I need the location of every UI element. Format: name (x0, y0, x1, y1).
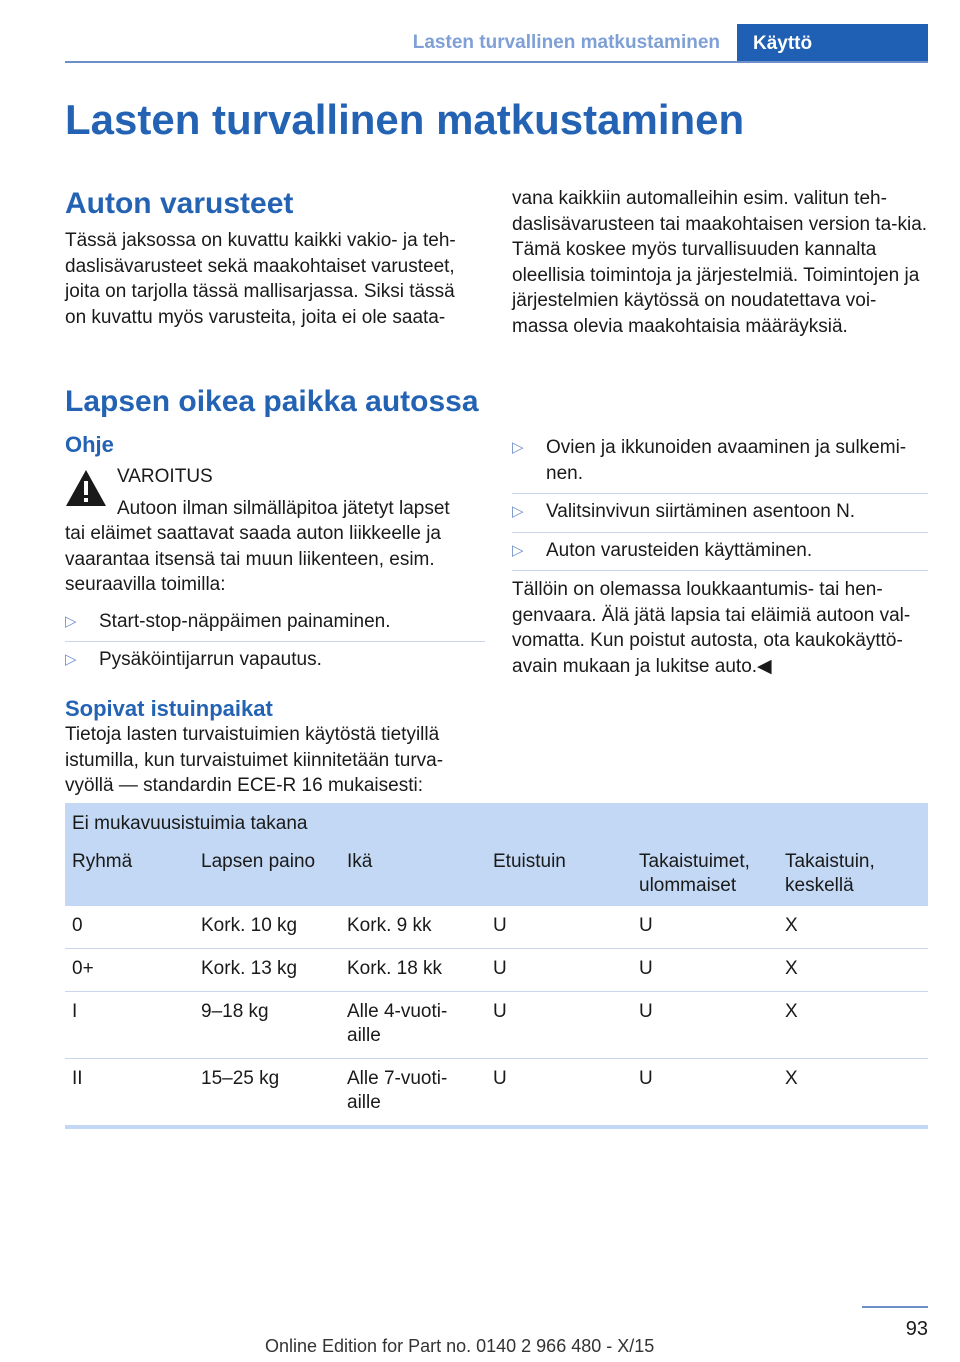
equipment-left-column (65, 186, 475, 330)
table-cell: Kork. 18 kk (340, 949, 486, 992)
column-header: Etuistuin (486, 842, 632, 906)
warning-intro (117, 464, 450, 521)
warning-triangle-icon (65, 468, 107, 508)
table-cell: X (778, 1059, 928, 1128)
triangle-bullet-icon: ▷ (512, 503, 524, 520)
table-cell: U (486, 992, 632, 1059)
list-item (512, 494, 928, 533)
table-cell: U (632, 992, 778, 1059)
chapter-tab (737, 24, 928, 63)
table-cell: X (778, 949, 928, 992)
list-item-text: Ovien ja ikkunoiden avaaminen ja sulkemi-nen. (546, 437, 907, 484)
warning-block (65, 464, 485, 521)
column-header: Ikä (340, 842, 486, 906)
table-cell: U (486, 949, 632, 992)
list-item (65, 642, 485, 680)
footer-edition: Online Edition for Part no. 0140 2 966 480 - X/15 (265, 1336, 655, 1356)
table-cell: U (632, 949, 778, 992)
list-item-text: Pysäköintijarrun vapautus. (99, 649, 322, 670)
seats-section (65, 696, 475, 799)
seats-intro: Tietoja lasten turvaistuimien käytöstä tietyillä istumilla, kun turvaistuimet kiinnitetään turva-vyöllä — standardin ECE-R 16 mukaisesti: (65, 724, 444, 796)
closing-text: Tällöin on olemassa loukkaantumis- tai hen-genvaara. Älä jätä lapsia tai eläimiä autoon val-vomatta. Kun poistut autosta, ota kaukokäyttö-avain mukaan ja lukitse auto.◀ (512, 579, 911, 677)
table-cell: 0+ (65, 949, 194, 992)
seats-heading: Sopivat istuinpaikat (65, 696, 273, 721)
warning-text: tai eläimet saattavat saada auton liikkeelle ja vaarantaa itsensä tai muun liikenteen, esim. seuraavilla toimilla: (65, 523, 442, 595)
table-cell: Alle 7-vuoti-aille (340, 1059, 486, 1128)
equipment-right-column (512, 186, 932, 339)
page-number: 93 (905, 1318, 928, 1340)
table-cell: Kork. 9 kk (340, 906, 486, 949)
running-header-section: Lasten turvallinen matkustaminen (412, 32, 720, 53)
table-row (65, 992, 928, 1059)
list-item-text: Valitsinvivun siirtäminen asentoon N. (546, 501, 856, 522)
guidance-subheading: Ohje (65, 432, 114, 457)
table-header-row (65, 842, 928, 906)
table-cell: I (65, 992, 194, 1059)
table-cell: 15–25 kg (194, 1059, 340, 1128)
table-cell: II (65, 1059, 194, 1128)
equipment-text-right: vana kaikkiin automalleihin esim. valitun teh-daslisävarusteen tai maakohtaisen version ta-kia. Tämä koskee myös turvallisuuden kannalta oleellisia toimintoja ja järjestelmiä. Toimintojen ja järjestelmien käytössä on noudatettava voi-massa olevia maakohtaisia määräyksiä. (512, 188, 928, 337)
table-cell: U (486, 906, 632, 949)
table-row (65, 906, 928, 949)
page-title: Lasten turvallinen matkustaminen (65, 96, 745, 143)
equipment-text-left: Tässä jaksossa on kuvattu kaikki vakio- ja teh-daslisävarusteet sekä maakohtaiset varusteet, joita on tarjolla tässä mallisarjassa. Siksi tässä on kuvattu myös varusteita, joita ei ole saata- (65, 230, 456, 328)
bullet-list-right (512, 430, 928, 571)
table-cell: U (486, 1059, 632, 1128)
triangle-bullet-icon: ▷ (512, 439, 524, 456)
column-header: Takaistuin, keskellä (778, 842, 928, 906)
table-caption: Ei mukavuusistuimia takana (65, 803, 928, 842)
table-caption-row (65, 803, 928, 842)
table-cell: Kork. 10 kg (194, 906, 340, 949)
table-cell: X (778, 992, 928, 1059)
chapter-tab-label: Käyttö (753, 32, 813, 54)
table-cell: Kork. 13 kg (194, 949, 340, 992)
list-item (65, 604, 485, 643)
list-item (512, 430, 928, 494)
child-seat-heading: Lapsen oikea paikka autossa (65, 385, 479, 418)
header-rule (65, 61, 928, 63)
page-number-rule (862, 1306, 928, 1308)
table-cell: U (632, 1059, 778, 1128)
warning-lead: Autoon ilman silmälläpitoa jätetyt lapset (117, 497, 450, 519)
equipment-heading: Auton varusteet (65, 187, 294, 220)
triangle-bullet-icon: ▷ (65, 612, 77, 630)
triangle-bullet-icon: ▷ (512, 541, 524, 559)
column-header: Ryhmä (65, 842, 194, 906)
seat-table (65, 803, 928, 1129)
list-item-text: Auton varusteiden käyttäminen. (546, 539, 813, 561)
table-row (65, 949, 928, 992)
table-cell: U (632, 906, 778, 949)
warning-title: VAROITUS (117, 466, 213, 487)
table-cell: X (778, 906, 928, 949)
table-cell: 9–18 kg (194, 992, 340, 1059)
table-cell: Alle 4-vuoti-aille (340, 992, 486, 1059)
child-seat-right-column (512, 430, 928, 679)
list-item-text: Start-stop-näppäimen painaminen. (99, 610, 391, 632)
bullet-list-left (65, 604, 485, 680)
column-header: Takaistuimet, ulommaiset (632, 842, 778, 906)
column-header: Lapsen paino (194, 842, 340, 906)
child-seat-left-column (65, 384, 485, 680)
triangle-bullet-icon: ▷ (65, 651, 77, 668)
table-cell: 0 (65, 906, 194, 949)
list-item (512, 533, 928, 572)
table-row (65, 1059, 928, 1128)
